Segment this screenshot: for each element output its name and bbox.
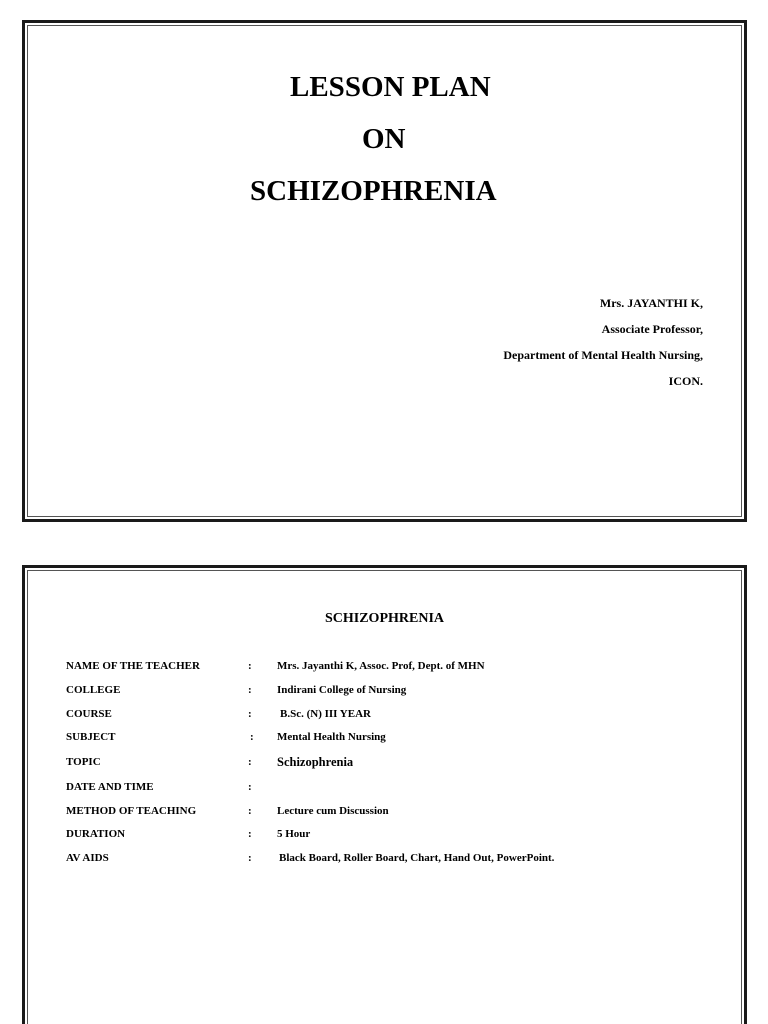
- info-row-subject: [25, 731, 744, 749]
- info-row-course: [25, 708, 744, 726]
- info-value: Black Board, Roller Board, Chart, Hand Out, PowerPoint.: [279, 852, 555, 864]
- info-row-method: [25, 805, 744, 823]
- title-line-1: LESSON PLAN: [290, 71, 491, 103]
- author-designation: Associate Professor,: [601, 322, 703, 336]
- info-row-av-aids: [25, 852, 744, 870]
- author-institution: ICON.: [668, 374, 703, 388]
- author-name: Mrs. JAYANTHI K,: [599, 296, 703, 310]
- title-line-3: SCHIZOPHRENIA: [250, 175, 497, 207]
- info-value: 5 Hour: [277, 828, 311, 840]
- details-page: [22, 565, 747, 1024]
- info-colon: :: [248, 781, 252, 793]
- info-value: Mrs. Jayanthi K, Assoc. Prof, Dept. of MHN: [277, 660, 485, 672]
- info-row-topic: [25, 756, 744, 774]
- info-label: DURATION: [66, 828, 126, 840]
- info-row-duration: [25, 828, 744, 846]
- info-label: COLLEGE: [66, 684, 121, 696]
- info-colon: :: [248, 828, 252, 840]
- info-colon: :: [248, 684, 252, 696]
- info-value: Schizophrenia: [277, 755, 354, 769]
- info-label: METHOD OF TEACHING: [66, 805, 197, 817]
- info-colon: :: [250, 731, 254, 743]
- info-value: Indirani College of Nursing: [277, 684, 407, 696]
- info-label: TOPIC: [66, 756, 101, 768]
- info-value: Lecture cum Discussion: [277, 805, 389, 817]
- info-row-date-time: [25, 781, 744, 799]
- info-value: B.Sc. (N) III YEAR: [280, 708, 371, 720]
- info-row-college: [25, 684, 744, 702]
- info-label: AV AIDS: [66, 852, 109, 864]
- info-colon: :: [248, 805, 252, 817]
- title-line-2: ON: [362, 123, 406, 155]
- info-value: Mental Health Nursing: [277, 731, 386, 743]
- author-department: Department of Mental Health Nursing,: [503, 348, 703, 362]
- info-label: SUBJECT: [66, 731, 116, 743]
- info-colon: :: [248, 852, 252, 864]
- info-colon: :: [248, 756, 252, 768]
- info-label: DATE AND TIME: [66, 781, 154, 793]
- details-heading: SCHIZOPHRENIA: [324, 611, 445, 626]
- info-colon: :: [248, 660, 252, 672]
- info-label: NAME OF THE TEACHER: [66, 660, 200, 672]
- info-row-teacher: [25, 660, 744, 678]
- info-label: COURSE: [66, 708, 112, 720]
- cover-page: [22, 20, 747, 522]
- info-colon: :: [248, 708, 252, 720]
